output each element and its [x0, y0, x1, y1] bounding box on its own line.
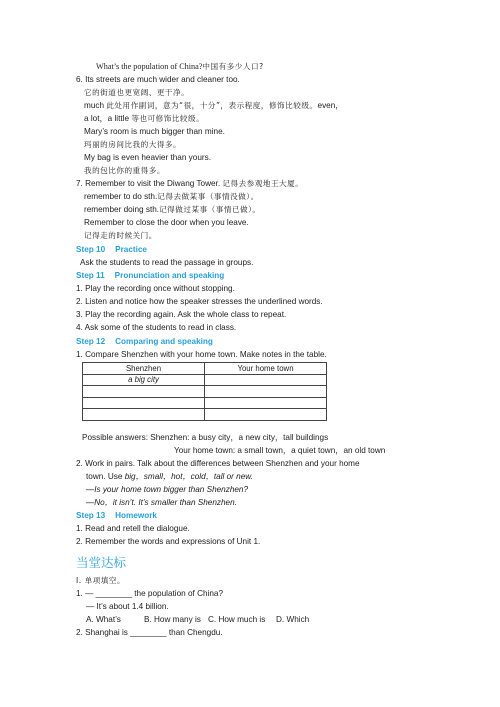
example-door-translation: 记得走的时候关门。: [84, 231, 157, 240]
question-1: 1. — ________ the population of China?: [76, 589, 224, 598]
comparison-table: [82, 362, 327, 421]
point-6-translation: 它的街道也更宽阔、更干净。: [84, 88, 190, 97]
step-13-item: 1. Read and retell the dialogue.: [76, 524, 190, 533]
question-1-answer: — It’s about 1.4 billion.: [86, 602, 169, 611]
dialogue-question: —Is your home town bigger than Shenzhen?: [86, 485, 249, 494]
question-1-option-a: A. What’s: [86, 615, 121, 624]
example-bag: My bag is even heavier than yours.: [84, 153, 211, 162]
possible-answers-hometown: Your home town: a small town，a quiet town，an old town: [174, 446, 386, 455]
step-11-item: 4. Ask some of the students to read in class.: [76, 323, 237, 332]
example-door: Remember to close the door when you leave.: [84, 218, 249, 227]
exercise-section-title: I. 单项填空。: [76, 576, 126, 585]
point-6: 6. Its streets are much wider and cleaner too.: [76, 75, 240, 84]
table-cell: [205, 397, 327, 409]
table-cell: [83, 409, 205, 421]
example-bag-translation: 我的包比你的重得多。: [84, 166, 165, 175]
step-10-heading: Step 10 Practice: [76, 245, 147, 254]
question-2: 2. Shanghai is ________ than Chengdu.: [76, 628, 223, 637]
question-1-option-b: B. How many is: [144, 615, 201, 624]
step-10-text: Ask the students to read the passage in groups.: [80, 258, 254, 267]
much-note: much 此处用作副词，意为“很，十分”，表示程度，修饰比较级。even，: [84, 101, 344, 110]
table-header-cell: Shenzhen: [83, 363, 205, 375]
table-row: [83, 397, 327, 409]
possible-answers-shenzhen: Possible answers: Shenzhen: a busy city，a new city，tall buildings: [82, 433, 329, 442]
remember-to-do: remember to do sth.记得去做某事（事情没做）。: [84, 192, 259, 201]
dialogue-answer: —No，it isn’t. It’s smaller than Shenzhen.: [86, 498, 237, 507]
example-mary: Mary’s room is much bigger than mine.: [84, 127, 225, 136]
table-cell: [83, 397, 205, 409]
example-mary-translation: 玛丽的房间比我的大得多。: [84, 140, 182, 149]
step-13-item: 2. Remember the words and expressions of Unit 1.: [76, 537, 261, 546]
step-11-item: 2. Listen and notice how the speaker stresses the underlined words.: [76, 297, 323, 306]
step-12-heading: Step 12 Comparing and speaking: [76, 337, 213, 346]
step-13-heading: Step 13 Homework: [76, 511, 157, 520]
table-header-cell: Your home town: [205, 363, 327, 375]
remember-doing: remember doing sth.记得做过某事（事情已做）。: [84, 205, 261, 214]
line-population-question: What’s the population of China?中国有多少人口?: [96, 62, 264, 71]
table-cell: [205, 374, 327, 386]
step-12-item-2: 2. Work in pairs. Talk about the differences between Shenzhen and your home: [76, 459, 360, 468]
table-cell: a big city: [83, 374, 205, 386]
table-cell: [205, 409, 327, 421]
exercise-heading: 当堂达标: [76, 555, 127, 570]
table-header-row: [83, 363, 327, 375]
step-11-heading: Step 11 Pronunciation and speaking: [76, 271, 225, 280]
table-cell: [83, 386, 205, 398]
table-cell: [205, 386, 327, 398]
much-note-cont: a lot，a little 等也可修饰比较级。: [84, 114, 205, 123]
step-11-item: 1. Play the recording once without stopping.: [76, 284, 235, 293]
step-11-item: 3. Play the recording again. Ask the whole class to repeat.: [76, 310, 287, 319]
table-row: [83, 409, 327, 421]
table-row: [83, 374, 327, 386]
step-12-item-2-cont: town. Use big，small，hot，cold，tall or new.: [86, 472, 254, 481]
step-12-item-1: 1. Compare Shenzhen with your home town. Make notes in the table.: [76, 350, 327, 359]
point-7: 7. Remember to visit the Diwang Tower. 记得去参观地王大厦。: [76, 179, 304, 188]
table-row: [83, 386, 327, 398]
question-1-option-c: C. How much is: [208, 615, 266, 624]
question-1-option-d: D. Which: [276, 615, 310, 624]
